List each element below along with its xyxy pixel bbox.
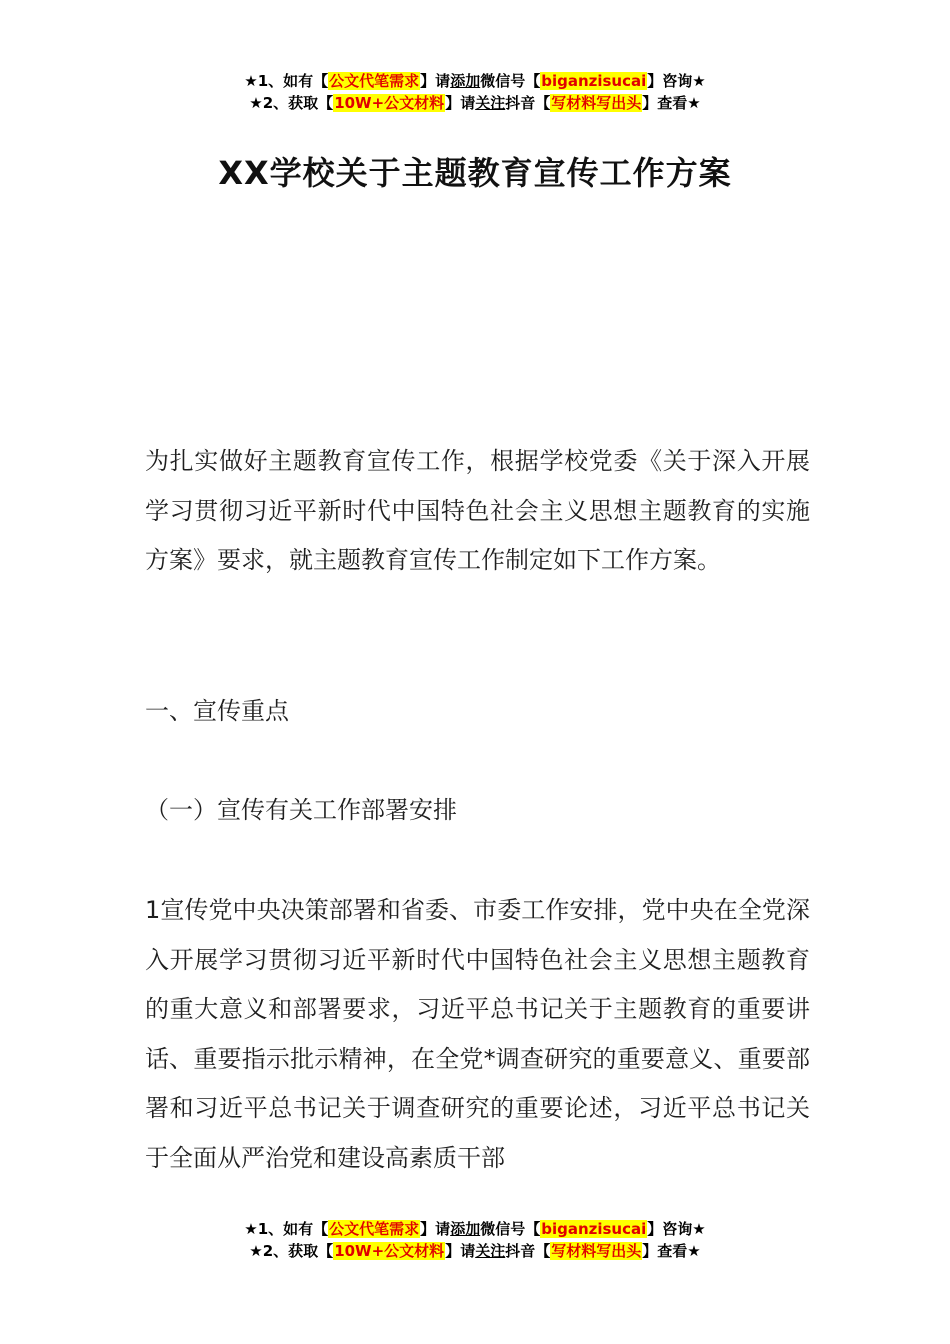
promo-line-1 [0, 70, 950, 92]
promo-text: ★1、如有【 [244, 72, 329, 90]
promo-underline: 关注 [475, 94, 506, 112]
promo-text: 】咨询★ [647, 1220, 706, 1238]
promo-douyin-id: 写材料写出头 [551, 1242, 642, 1260]
promo-highlight: 公文代笔需求 [329, 1220, 420, 1238]
promo-text: 】请 [445, 1242, 476, 1260]
promo-wechat-id: biganzisucai [541, 1220, 647, 1238]
promo-highlight: 10W+公文材料 [334, 1242, 445, 1260]
promo-text: 】请 [420, 72, 451, 90]
promo-line-2 [0, 92, 950, 114]
promo-text: 抖音【 [505, 1242, 551, 1260]
body-paragraph-1: 1宣传党中央决策部署和省委、市委工作安排，党中央在全党深入开展学习贯彻习近平新时代中国特色社会主义思想主题教育的重大意义和部署要求，习近平总书记关于主题教育的重要讲话、重要指示批示精神，在全党*调查研究的重要意义、重要部署和习近平总书记关于调查研究的重要论述，习近平总书记关于全面从严治党和建设高素质干部 [145, 896, 810, 1172]
subsection-heading-1: （一）宣传有关工作部署安排 [145, 796, 457, 824]
section-heading-1: 一、宣传重点 [145, 697, 289, 725]
promo-highlight: 公文代笔需求 [329, 72, 420, 90]
promo-text: 】咨询★ [647, 72, 706, 90]
promo-text: 微信号【 [480, 72, 541, 90]
promo-banner-top [0, 70, 950, 114]
promo-underline: 添加 [450, 72, 481, 90]
intro-paragraph: 为扎实做好主题教育宣传工作，根据学校党委《关于深入开展学习贯彻习近平新时代中国特色社会主义思想主题教育的实施方案》要求，就主题教育宣传工作制定如下工作方案。 [145, 447, 810, 574]
promo-text: ★2、获取【 [249, 94, 334, 112]
promo-text: 微信号【 [480, 1220, 541, 1238]
promo-text: 】查看★ [642, 1242, 701, 1260]
promo-text: ★1、如有【 [244, 1220, 329, 1238]
promo-highlight: 10W+公文材料 [334, 94, 445, 112]
promo-text: 】请 [445, 94, 476, 112]
promo-underline: 添加 [450, 1220, 481, 1238]
promo-line-2 [0, 1240, 950, 1262]
promo-douyin-id: 写材料写出头 [551, 94, 642, 112]
promo-underline: 关注 [475, 1242, 506, 1260]
promo-banner-bottom [0, 1218, 950, 1262]
promo-text: ★2、获取【 [249, 1242, 334, 1260]
promo-text: 抖音【 [505, 94, 551, 112]
promo-text: 】查看★ [642, 94, 701, 112]
document-title: XX学校关于主题教育宣传工作方案 [218, 154, 732, 192]
promo-wechat-id: biganzisucai [541, 72, 647, 90]
promo-text: 】请 [420, 1220, 451, 1238]
promo-line-1 [0, 1218, 950, 1240]
